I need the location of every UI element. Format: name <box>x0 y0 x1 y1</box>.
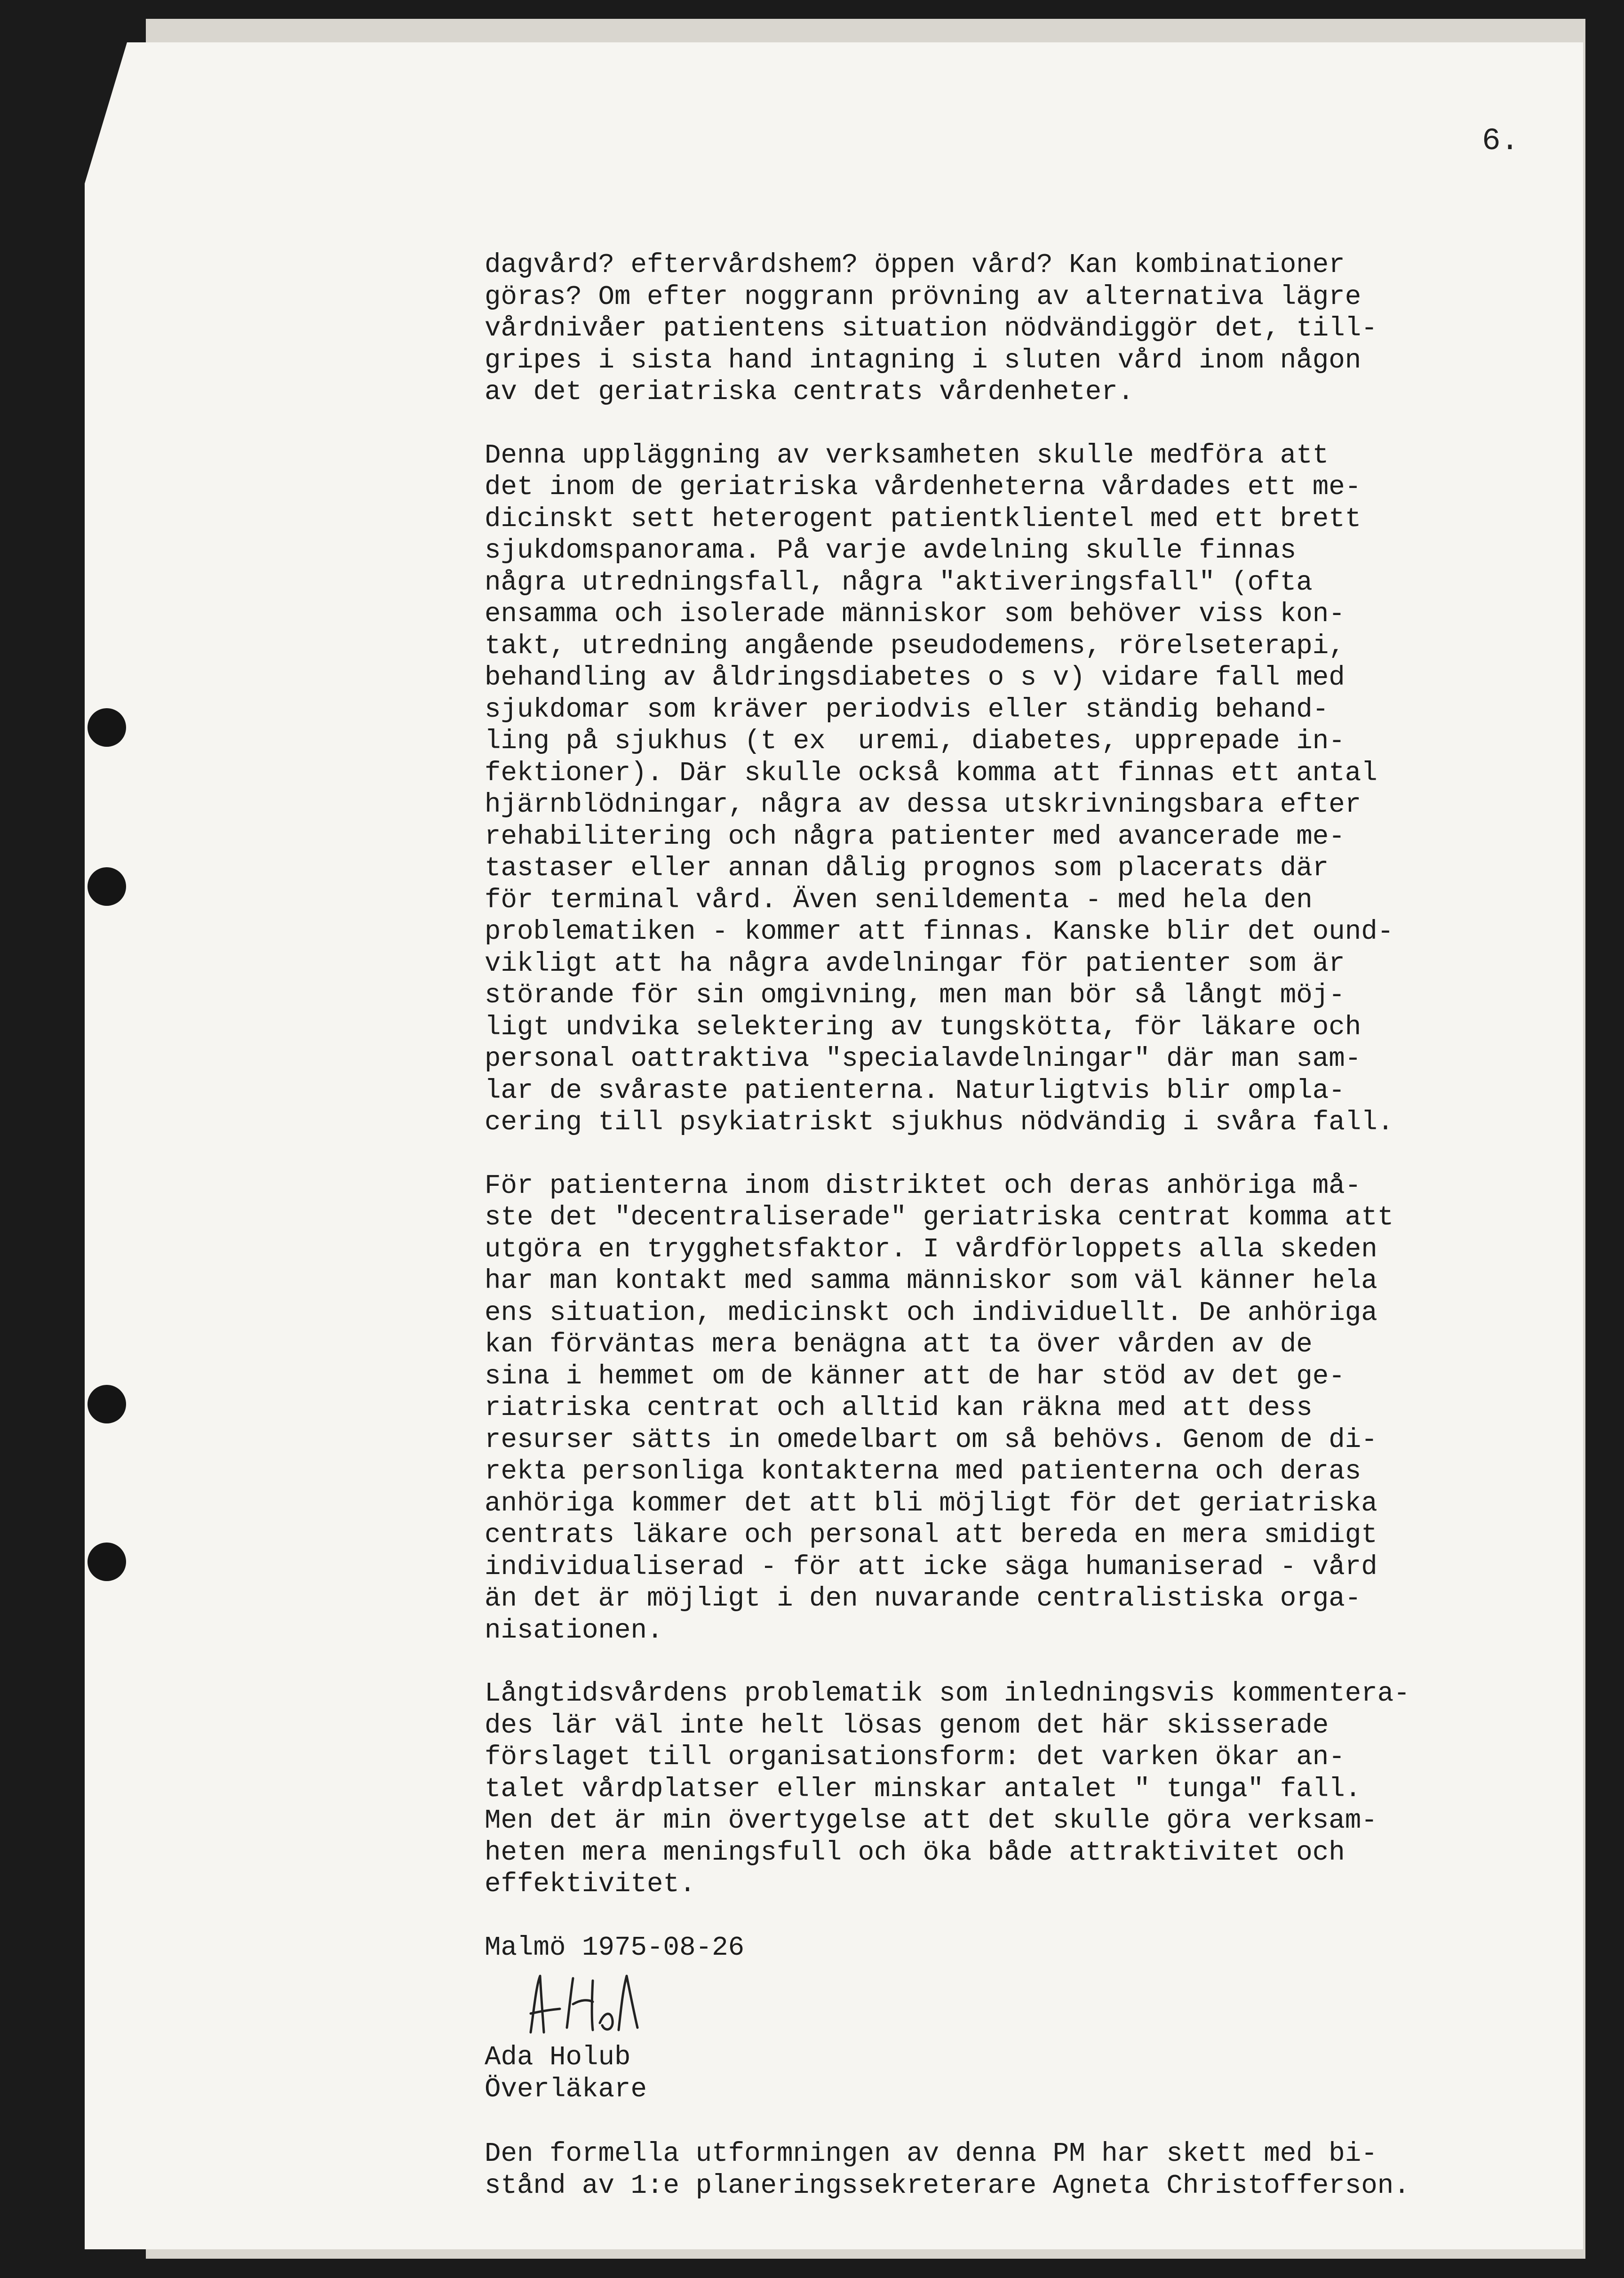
text-line: resurser sätts in omedelbart om så behövs. Genom de di- <box>485 1424 1377 1455</box>
text-line: för terminal vård. Även senildementa - med hela den <box>485 885 1313 916</box>
text-line: ens situation, medicinskt och individuellt. De anhöriga <box>485 1297 1377 1328</box>
text-line: stånd av 1:e planeringssekreterare Agneta Christofferson. <box>485 2170 1410 2201</box>
text-line: cering till psykiatriskt sjukhus nödvändig i svåra fall. <box>485 1107 1394 1138</box>
text-line: effektivitet. <box>485 1869 696 1900</box>
text-line: utgöra en trygghetsfaktor. I vårdförloppets alla skeden <box>485 1234 1377 1265</box>
text-line: än det är möjligt i den nuvarande centralistiska orga- <box>485 1583 1361 1614</box>
text-line: vikligt att ha några avdelningar för patienter som är <box>485 948 1345 979</box>
text-line: ensamma och isolerade människor som behöver viss kon- <box>485 599 1345 630</box>
signer-title: Överläkare <box>485 2074 647 2105</box>
text-line: rekta personliga kontakterna med patienterna och deras <box>485 1456 1361 1487</box>
text-line: individualiserad - för att icke säga humaniserad - vård <box>485 1551 1377 1583</box>
text-line: kan förväntas mera benägna att ta över vården av de <box>485 1329 1313 1360</box>
text-line: behandling av åldringsdiabetes o s v) vidare fall med <box>485 663 1345 693</box>
text-line: takt, utredning angående pseudodemens, rörelseterapi, <box>485 631 1345 662</box>
punch-hole-3 <box>88 1385 126 1423</box>
text-line: dagvård? eftervårdshem? öppen vård? Kan kombinationer <box>485 250 1345 280</box>
text-line: des lär väl inte helt lösas genom det här skisserade <box>485 1710 1329 1741</box>
spacer <box>485 2105 1567 2138</box>
text-line: förslaget till organisationsform: det varken ökar an- <box>485 1742 1345 1773</box>
text-line: Den formella utformningen av denna PM har skett med bi- <box>485 2139 1377 2169</box>
footnote <box>485 2138 1567 2202</box>
text-line: några utredningsfall, några "aktiveringsfall" (ofta <box>485 567 1313 598</box>
text-line: ling på sjukhus (t ex uremi, diabetes, upprepade in- <box>485 726 1345 757</box>
text-line: har man kontakt med samma människor som väl känner hela <box>485 1266 1377 1296</box>
text-line: personal oattraktiva "specialavdelningar" där man sam- <box>485 1044 1361 1074</box>
text-line: Men det är min övertygelse att det skulle göra verksam- <box>485 1806 1377 1836</box>
signer-name: Ada Holub <box>485 2042 631 2073</box>
text-line: fektioner). Där skulle också komma att finnas ett antal <box>485 758 1377 789</box>
paragraph-1 <box>485 249 1567 408</box>
punch-hole-1 <box>88 708 126 747</box>
text-line: göras? Om efter noggrann prövning av alternativa lägre <box>485 281 1361 312</box>
text-line: sina i hemmet om de känner att de har stöd av det ge- <box>485 1361 1345 1392</box>
text-line: Denna uppläggning av verksamheten skulle medföra att <box>485 440 1329 471</box>
text-line: störande för sin omgivning, men man bör så långt möj- <box>485 980 1345 1011</box>
text-line: dicinskt sett heterogent patientklientel med ett brett <box>485 504 1361 535</box>
text-line: ligt undvika selektering av tungskötta, för läkare och <box>485 1012 1361 1043</box>
text-line: För patienterna inom distriktet och deras anhöriga må- <box>485 1170 1361 1201</box>
text-line: nisationen. <box>485 1615 663 1646</box>
text-line: riatriska centrat och alltid kan räkna med att dess <box>485 1393 1313 1423</box>
page-number: 6. <box>1482 123 1520 159</box>
text-line: problematiken - kommer att finnas. Kanske blir det ound- <box>485 917 1394 947</box>
paragraph-3 <box>485 1170 1567 1647</box>
text-line: det inom de geriatriska vårdenheterna vårdades ett me- <box>485 472 1361 503</box>
handwritten-signature <box>522 1966 645 2037</box>
paragraph-2 <box>485 440 1567 1139</box>
punch-hole-4 <box>88 1543 126 1581</box>
text-line: lar de svåraste patienterna. Naturligtvis blir ompla- <box>485 1075 1345 1106</box>
place-date: Malmö 1975-08-26 <box>485 1932 745 1963</box>
paragraph-4 <box>485 1678 1567 1901</box>
text-line: centrats läkare och personal att bereda en mera smidigt <box>485 1520 1377 1551</box>
text-line: av det geriatriska centrats vårdenheter. <box>485 377 1134 408</box>
text-line: anhöriga kommer det att bli möjligt för det geriatriska <box>485 1488 1377 1519</box>
text-line: gripes i sista hand intagning i sluten vård inom någon <box>485 345 1361 376</box>
text-line: talet vårdplatser eller minskar antalet " tunga" fall. <box>485 1774 1361 1805</box>
signoff <box>485 1932 1567 2106</box>
text-line: vårdnivåer patientens situation nödvändiggör det, till- <box>485 313 1377 344</box>
text-line: Långtidsvårdens problematik som inledningsvis kommentera- <box>485 1679 1410 1709</box>
text-line: hjärnblödningar, några av dessa utskrivningsbara efter <box>485 790 1361 820</box>
text-line: tastaser eller annan dålig prognos som placerats där <box>485 853 1329 884</box>
body-text <box>485 249 1567 2233</box>
text-line: sjukdomar som kräver periodvis eller ständig behand- <box>485 694 1329 725</box>
text-line: sjukdomspanorama. På varje avdelning skulle finnas <box>485 536 1297 566</box>
punch-hole-2 <box>88 867 126 906</box>
text-line: ste det "decentraliserade" geriatriska centrat komma att <box>485 1202 1394 1233</box>
text-line: heten mera meningsfull och öka både attraktivitet och <box>485 1837 1345 1868</box>
text-line: rehabilitering och några patienter med avancerade me- <box>485 821 1345 852</box>
